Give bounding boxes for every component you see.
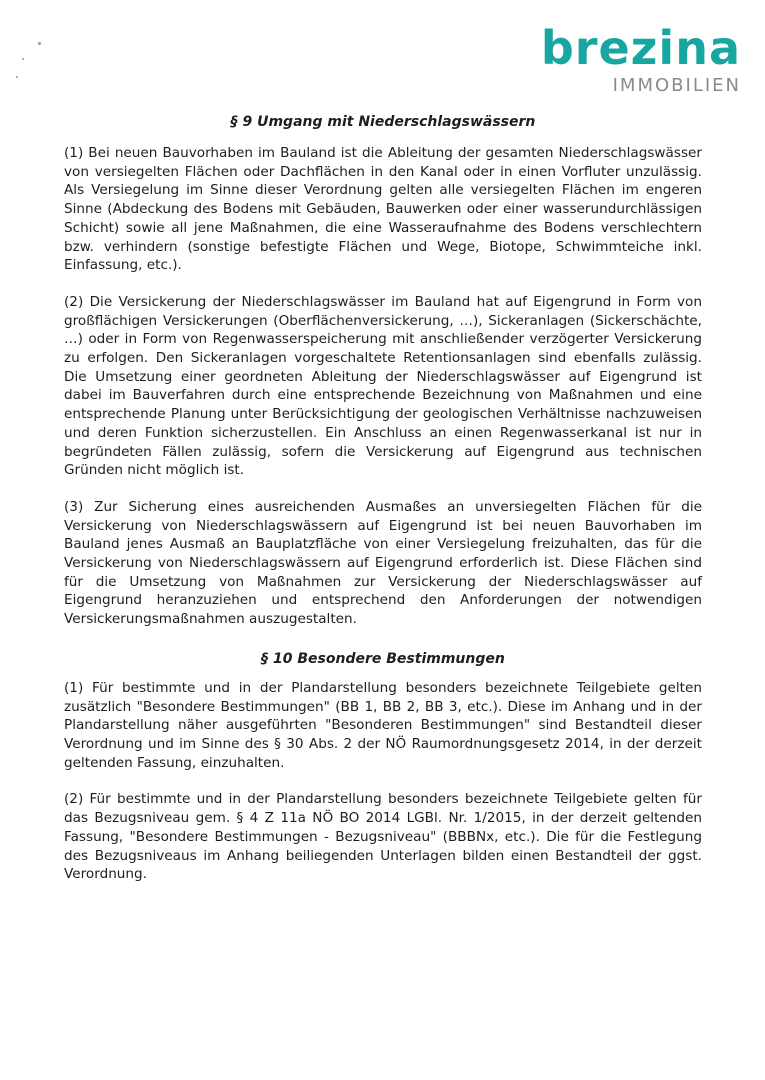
- brezina-logo: [521, 22, 741, 96]
- section-9-paragraph-1: (1) Bei neuen Bauvorhaben im Bauland ist die Ableitung der gesamten Niederschlagswässer von versiegelten Flächen oder Dachflächen in den Kanal oder in einen Vorfluter unzulässig. Als Versiegelung im Sinne dieser Verordnung gelten alle versiegelten Flächen im engeren Sinne (Abdeckung des Bodens mit Gebäuden, Bauwerken oder einer wasserundurchlässigen Schicht) sowie all jene Maßnahmen, die eine Wasseraufnahme des Bodens verschlechtern bzw. verhindern (sonstige befestigte Flächen und Wege, Biotope, Schwimmteiche inkl. Einfassung, etc.).: [64, 145, 702, 274]
- document-body: [64, 112, 702, 902]
- logo-wordmark: brezina: [540, 21, 741, 75]
- section-10-paragraph-2: (2) Für bestimmte und in der Plandarstellung besonders bezeichnete Teilgebiete gelten für das Bezugsniveau gem. § 4 Z 11a NÖ BO 2014 LGBl. Nr. 1/2015, in der derzeit geltenden Fassung, "Besondere Bestimmungen - Bezugsniveau" (BBBNx, etc.). Die für die Festlegung des Bezugsniveaus im Anhang beiliegenden Unterlagen bilden einen Bestandteil der ggst. Verordnung.: [64, 791, 702, 883]
- scan-speck: [16, 76, 18, 78]
- section-9-paragraph-3: (3) Zur Sicherung eines ausreichenden Ausmaßes an unversiegelten Flächen für die Versickerung von Niederschlagswässern auf Eigengrund ist bei neuen Bauvorhaben im Bauland jenes Ausmaß an Bauplatzfläche von einer Versiegelung freizuhalten, das für die Versickerung von Niederschlagswässern auf Eigengrund erforderlich ist. Diese Flächen sind für die Umsetzung von Maßnahmen zur Versickerung der Niederschlagswässer auf Eigengrund heranzuziehen und entsprechend den Anforderungen der notwendigen Versickerungsmaßnahmen auszugestalten.: [64, 498, 702, 628]
- section-9-paragraph-2: (2) Die Versickerung der Niederschlagswässer im Bauland hat auf Eigengrund in Form von großflächigen Versickerungen (Oberflächenversickerung, …), Sickeranlagen (Sickerschächte, …) oder in Form von Regenwasserspeicherung mit anschließender verzögerter Versickerung zu erfolgen. Den Sickeranlagen vorgeschaltete Retentionsanlagen sind ebenfalls zulässig. Die Umsetzung einer geordneten Ableitung der Niederschlagswässer auf Eigengrund ist dabei im Bauverfahren durch eine entsprechende Bezeichnung von Maßnahmen und eine entsprechende Planung unter Berücksichtigung der geologischen Verhältnisse nachzuweisen und deren Funktion sicherzustellen. Ein Anschluss an einen Regenwasserkanal ist nur in begründeten Fällen zulässig, sofern die Versickerung auf Eigengrund aus technischen Gründen nicht möglich ist.: [64, 293, 702, 479]
- scan-speck: [22, 58, 24, 60]
- scan-speck: [38, 42, 41, 45]
- section-9-heading: § 9 Umgang mit Niederschlagswässern: [230, 114, 536, 130]
- section-10-paragraph-1: (1) Für bestimmte und in der Plandarstellung besonders bezeichnete Teilgebiete gelten zusätzlich "Besondere Bestimmungen" (BB 1, BB 2, BB 3, etc.). Diese im Anhang und in der Plandarstellung näher ausgeführten "Besonderen Bestimmungen" sind Bestandteil dieser Verordnung und im Sinne des § 30 Abs. 2 der NÖ Raumordnungsgesetz 2014, in der derzeit geltenden Fassung, einzuhalten.: [64, 679, 702, 771]
- section-10-heading: § 10 Besondere Bestimmungen: [261, 650, 505, 667]
- logo-subtitle: IMMOBILIEN: [612, 75, 741, 96]
